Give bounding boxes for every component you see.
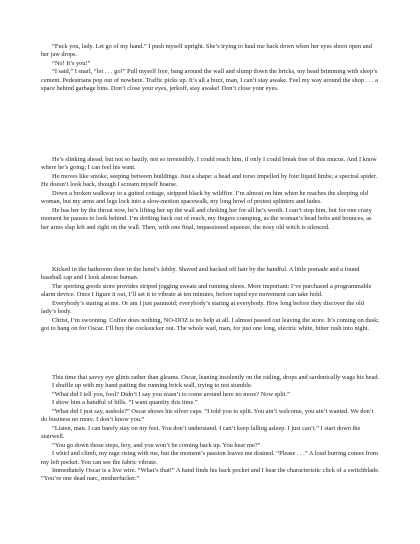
- paragraph: Christ, I’m swooning. Coffee does nothing, NO-DOZ is no help at all. I almost passed out leaving the store. It’s coming on dusk; got to hang on for Oscar. I’ll buy the cocksucker out. The whole wad, man, for just one long, electric white, bitter rush into night.: [41, 316, 380, 333]
- paragraph: “You go down those steps, boy, and you won’t be coming back up. You hear me?”: [52, 441, 261, 449]
- paragraph: Down a broken walkway to a gutted cottage, stripped black by wildfire. I’m almost on him when he reaches the sleeping old woman, but my arms and legs lock into a slow-motion spacewalk, my long howl of protest splinters and fades.: [41, 189, 368, 206]
- paragraph: “Listen, man. I can barely stay on my feet. You don’t understand. I can’t keep falling asleep. I just can’t.” I start down the stairwell.: [41, 424, 361, 441]
- paragraph: I show him a handful of bills. “I want quantity this time.”: [52, 399, 198, 407]
- paragraph: The sporting goods store provides striped jogging sweats and running shoes. More important: I’ve purchased a programmable alarm device. Once I figure it out, I’ll set it to vibrate at ten minutes, before rapid eye movement can take hold.: [41, 282, 372, 299]
- paragraph: “What did I tell you, fool? Didn’t I say you wasn’t to come around here no more? Now split.”: [52, 390, 290, 398]
- paragraph: Everybody’s staring at me. Or am I just paranoid; everybody’s staring at everybody. How long before they discover the old lady’s body.: [41, 299, 364, 316]
- paragraph: This time that savvy eye glints rather than gleams. Oscar, leaning insolently on the railing, drops and sardonically wags his head.: [52, 374, 380, 381]
- paragraph: He has her by the throat now, he’s lifting her up the wall and choking her for all he’s worth. I can’t stop him, but for one crazy moment he pauses to look behind. I’m drifting back out of reach, my fingers cramping, as the woman’s head bobs and bounces, as her arms slap left and right on the wall. Then, with one final, impassioned squeeze, the nosy old witch is silenced.: [41, 206, 372, 231]
- text-section-1: [41, 43, 380, 94]
- paragraph: I shuffle up with my hand patting the running brick wall, trying to not stumble.: [52, 382, 253, 390]
- paragraph: “No! It’s you!”: [52, 59, 91, 67]
- paragraph: I whirl and climb, my rage rising with me, but the moment’s passion leaves me drained. “Please . . .” A loud burring comes from my left pocket. You can see the fabric vibrate.: [41, 450, 378, 466]
- paragraph: “I said,” I snarl, “let . . . go!” Pull myself free, bang around the wall and slump down the bricks, my head brimming with sleep’s cement. Pedestrians pop out of nowhere. Traffic picks up. It’s all a buzz, man, I can’t stay awake. Feel my way around the shop . . . a space behind garbage bins. Don’t close your eyes, jerkoff, stay awake! Don’t close your eyes.: [41, 68, 378, 93]
- text-section-4: [41, 374, 380, 484]
- paragraph: He’s slinking ahead, but not so hazily, not so irresistibly. I could reach him, if only I could break free of this mucus. And I know where he’s going; I can feel his want.: [41, 156, 377, 172]
- paragraph: “Fuck you, lady. Let go of my hand.” I push myself upright. She’s trying to haul me back down when her eyes shoot open and her jaw drops.: [41, 43, 372, 59]
- paragraph: “What did I just say, asshole?” Oscar shows his silver caps. “I told you to split. You ain’t welcome, you ain’t wanted. We don’t do business no more. I don’t know you.”: [41, 407, 374, 424]
- paragraph: Immediately Oscar is a live wire. “What’s that!” A hand finds his back pocket and I hear the characteristic click of a switchblade. “You’re one dead narc, motherfucker.”: [41, 466, 380, 483]
- text-section-3: [41, 266, 380, 334]
- paragraph: Kicked in the bathroom door in the hotel’s lobby. Shaved and hacked off hair by the handful. A little pomade and a found baseball cap and I look almost human.: [41, 266, 360, 282]
- paragraph: He moves like smoke, seeping between buildings. Just a shape: a head and torso impelled by four liquid limbs; a spectral spider. He doesn’t look back, though I scream myself hoarse.: [41, 172, 378, 189]
- text-section-2: [41, 156, 380, 232]
